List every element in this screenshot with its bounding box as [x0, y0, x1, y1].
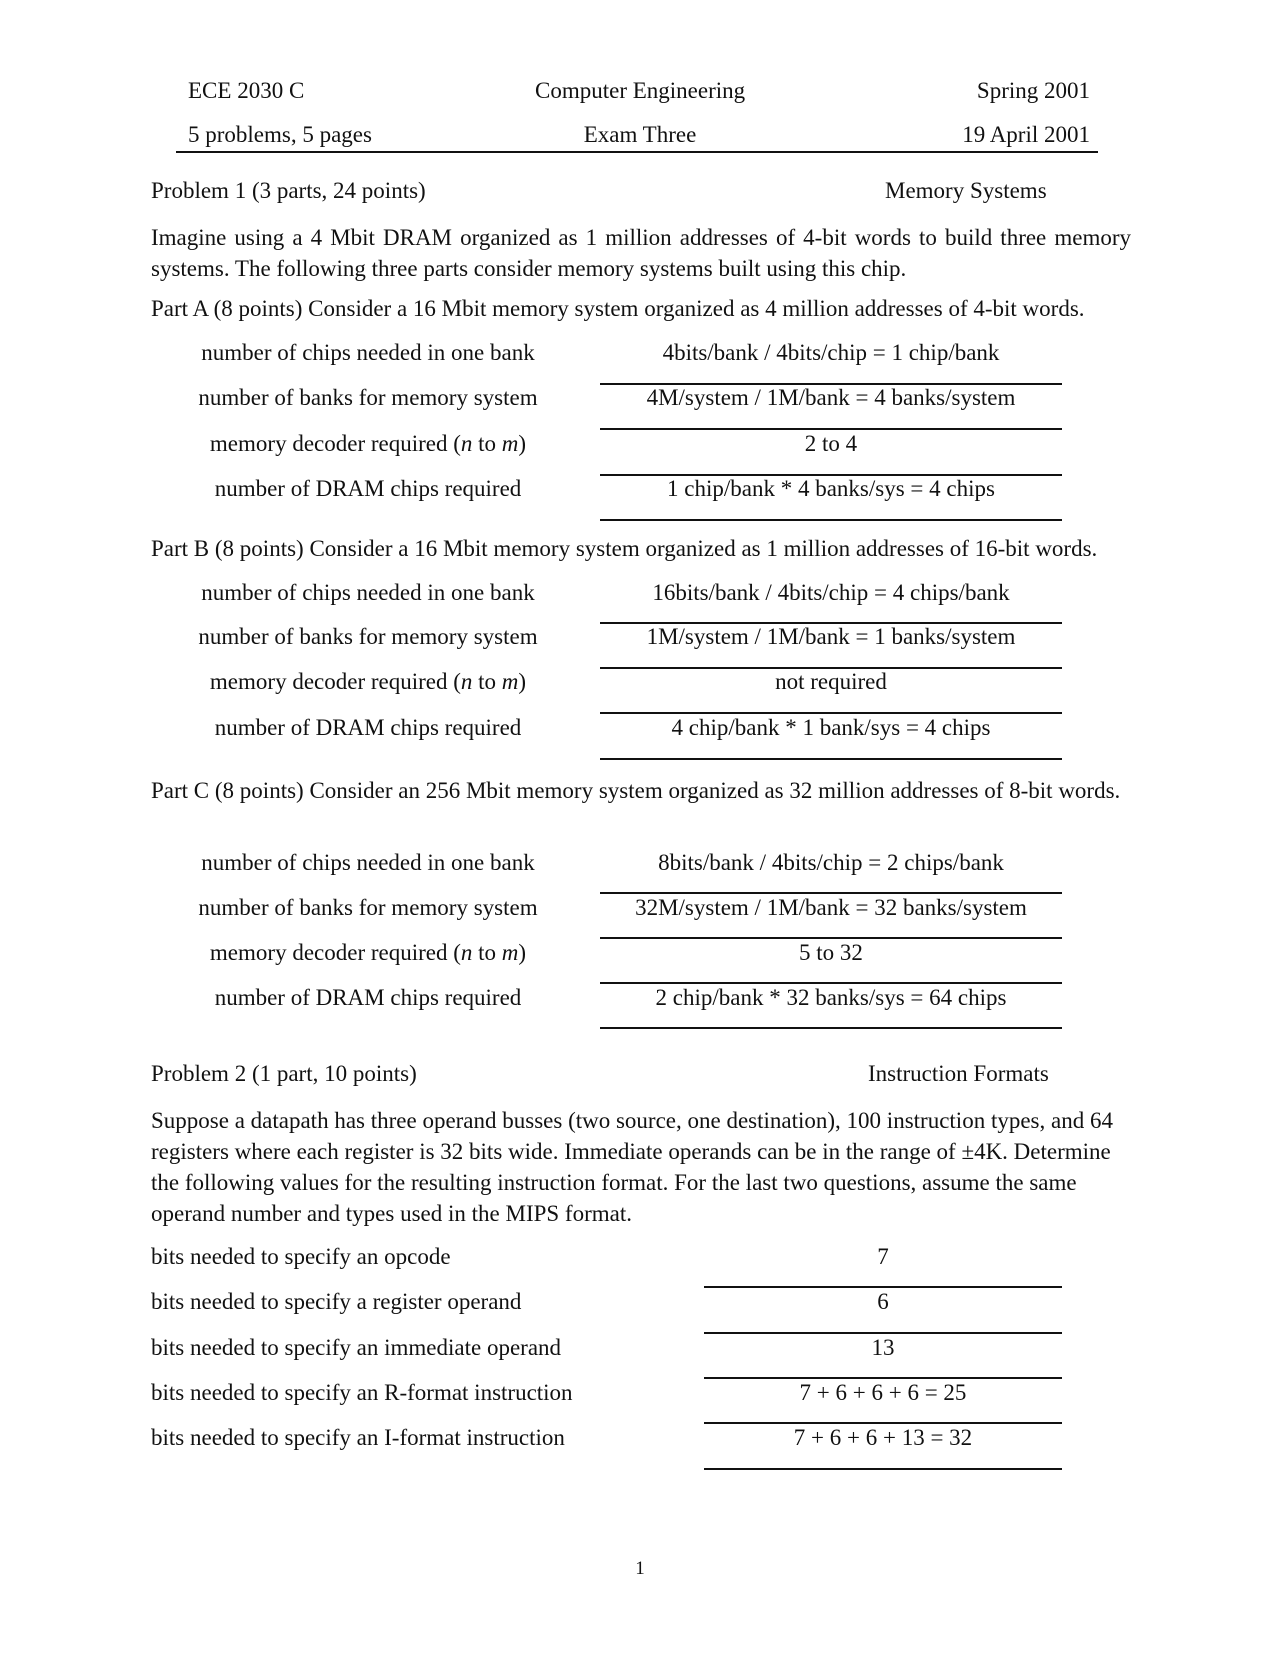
- partC-answer-banks: 32M/system / 1M/bank = 32 banks/system: [635, 895, 1027, 920]
- course-subject: Computer Engineering: [535, 78, 746, 103]
- partB-answer-banks: 1M/system / 1M/bank = 1 banks/system: [646, 624, 1016, 649]
- problem1-title: Problem 1 (3 parts, 24 points): [151, 178, 426, 203]
- partB-label-chips-per-bank: number of chips needed in one bank: [201, 580, 535, 605]
- p2-label-opcode: bits needed to specify an opcode: [151, 1244, 451, 1269]
- partB-label-decoder: memory decoder required (n to m): [209, 669, 527, 694]
- partC-answer-decoder: 5 to 32: [799, 940, 863, 965]
- problem1-topic: Memory Systems: [885, 178, 1047, 203]
- answer-line: [600, 1027, 1062, 1029]
- partC-label-chips-per-bank: number of chips needed in one bank: [201, 850, 535, 875]
- partC-answer-chips-per-bank: 8bits/bank / 4bits/chip = 2 chips/bank: [658, 850, 1004, 875]
- partC-label-decoder: memory decoder required (n to m): [209, 940, 527, 965]
- answer-line: [600, 428, 1062, 430]
- partA-label-decoder: memory decoder required (n to m): [209, 431, 527, 456]
- partA-answer-decoder: 2 to 4: [804, 431, 858, 456]
- partA-answer-dram-chips: 1 chip/bank * 4 banks/sys = 4 chips: [667, 476, 995, 501]
- p2-label-register: bits needed to specify a register operand: [151, 1289, 522, 1314]
- partB-answer-dram-chips: 4 chip/bank * 1 bank/sys = 4 chips: [671, 715, 991, 740]
- exam-title: Exam Three: [583, 122, 697, 147]
- partA-answer-chips-per-bank: 4bits/bank / 4bits/chip = 1 chip/bank: [662, 340, 1000, 365]
- partC-answer-dram-chips: 2 chip/bank * 32 banks/sys = 64 chips: [655, 985, 1007, 1010]
- partA-answer-banks: 4M/system / 1M/bank = 4 banks/system: [646, 385, 1016, 410]
- problems-pages: 5 problems, 5 pages: [188, 122, 372, 147]
- partA-label-dram-chips: number of DRAM chips required: [214, 476, 522, 501]
- course-code: ECE 2030 C: [188, 78, 305, 103]
- p2-answer-register: 6: [877, 1289, 889, 1314]
- answer-line: [600, 519, 1062, 521]
- answer-line: [600, 892, 1062, 894]
- p2-label-rformat: bits needed to specify an R-format instruction: [151, 1380, 573, 1405]
- partB-answer-decoder: not required: [775, 669, 887, 694]
- page-number: 1: [635, 1558, 645, 1579]
- answer-line: [600, 982, 1062, 984]
- problem2-title: Problem 2 (1 part, 10 points): [151, 1061, 417, 1086]
- p2-label-iformat: bits needed to specify an I-format instruction: [151, 1425, 565, 1450]
- answer-line: [704, 1286, 1062, 1288]
- p2-label-immediate: bits needed to specify an immediate operand: [151, 1335, 562, 1360]
- exam-date: 19 April 2001: [962, 122, 1090, 147]
- answer-line: [704, 1422, 1062, 1424]
- p2-answer-rformat: 7 + 6 + 6 + 6 = 25: [799, 1380, 967, 1405]
- problem2-topic: Instruction Formats: [868, 1061, 1049, 1086]
- p2-answer-opcode: 7: [877, 1244, 889, 1269]
- answer-line: [600, 712, 1062, 714]
- p2-answer-iformat: 7 + 6 + 6 + 13 = 32: [793, 1425, 973, 1450]
- partB-label-dram-chips: number of DRAM chips required: [214, 715, 522, 740]
- answer-line: [704, 1332, 1062, 1334]
- partC-label-dram-chips: number of DRAM chips required: [214, 985, 522, 1010]
- problem2-intro: Suppose a datapath has three operand busses (two source, one destination), 100 instruction types, and 64 registers where each register is 32 bits wide. Immediate operands can be in the range of ±4K. Determine the following values for the resulting instruction format. For the last two questions, assume the same operand number and types used in the MIPS format.: [151, 1108, 1113, 1226]
- exam-term: Spring 2001: [976, 78, 1090, 103]
- partC-text: Part C (8 points) Consider an 256 Mbit memory system organized as 32 million addresses of 8-bit words.: [151, 778, 1121, 803]
- p2-answer-immediate: 13: [871, 1335, 895, 1360]
- partC-label-banks: number of banks for memory system: [198, 895, 538, 920]
- answer-line: [704, 1468, 1062, 1470]
- partA-text: Part A (8 points) Consider a 16 Mbit memory system organized as 4 million addresses of 4-bit words.: [151, 296, 1085, 321]
- answer-line: [600, 937, 1062, 939]
- header-rule: [176, 151, 1098, 153]
- partA-label-banks: number of banks for memory system: [198, 385, 538, 410]
- partB-answer-chips-per-bank: 16bits/bank / 4bits/chip = 4 chips/bank: [652, 580, 1010, 605]
- partB-label-banks: number of banks for memory system: [198, 624, 538, 649]
- problem1-intro: Imagine using a 4 Mbit DRAM organized as 1 million addresses of 4-bit words to build three memory systems. The following three parts consider memory systems built using this chip.: [151, 225, 1131, 281]
- answer-line: [704, 1377, 1062, 1379]
- partB-text: Part B (8 points) Consider a 16 Mbit memory system organized as 1 million addresses of 16-bit words.: [151, 536, 1098, 561]
- answer-line: [600, 758, 1062, 760]
- partA-label-chips-per-bank: number of chips needed in one bank: [201, 340, 535, 365]
